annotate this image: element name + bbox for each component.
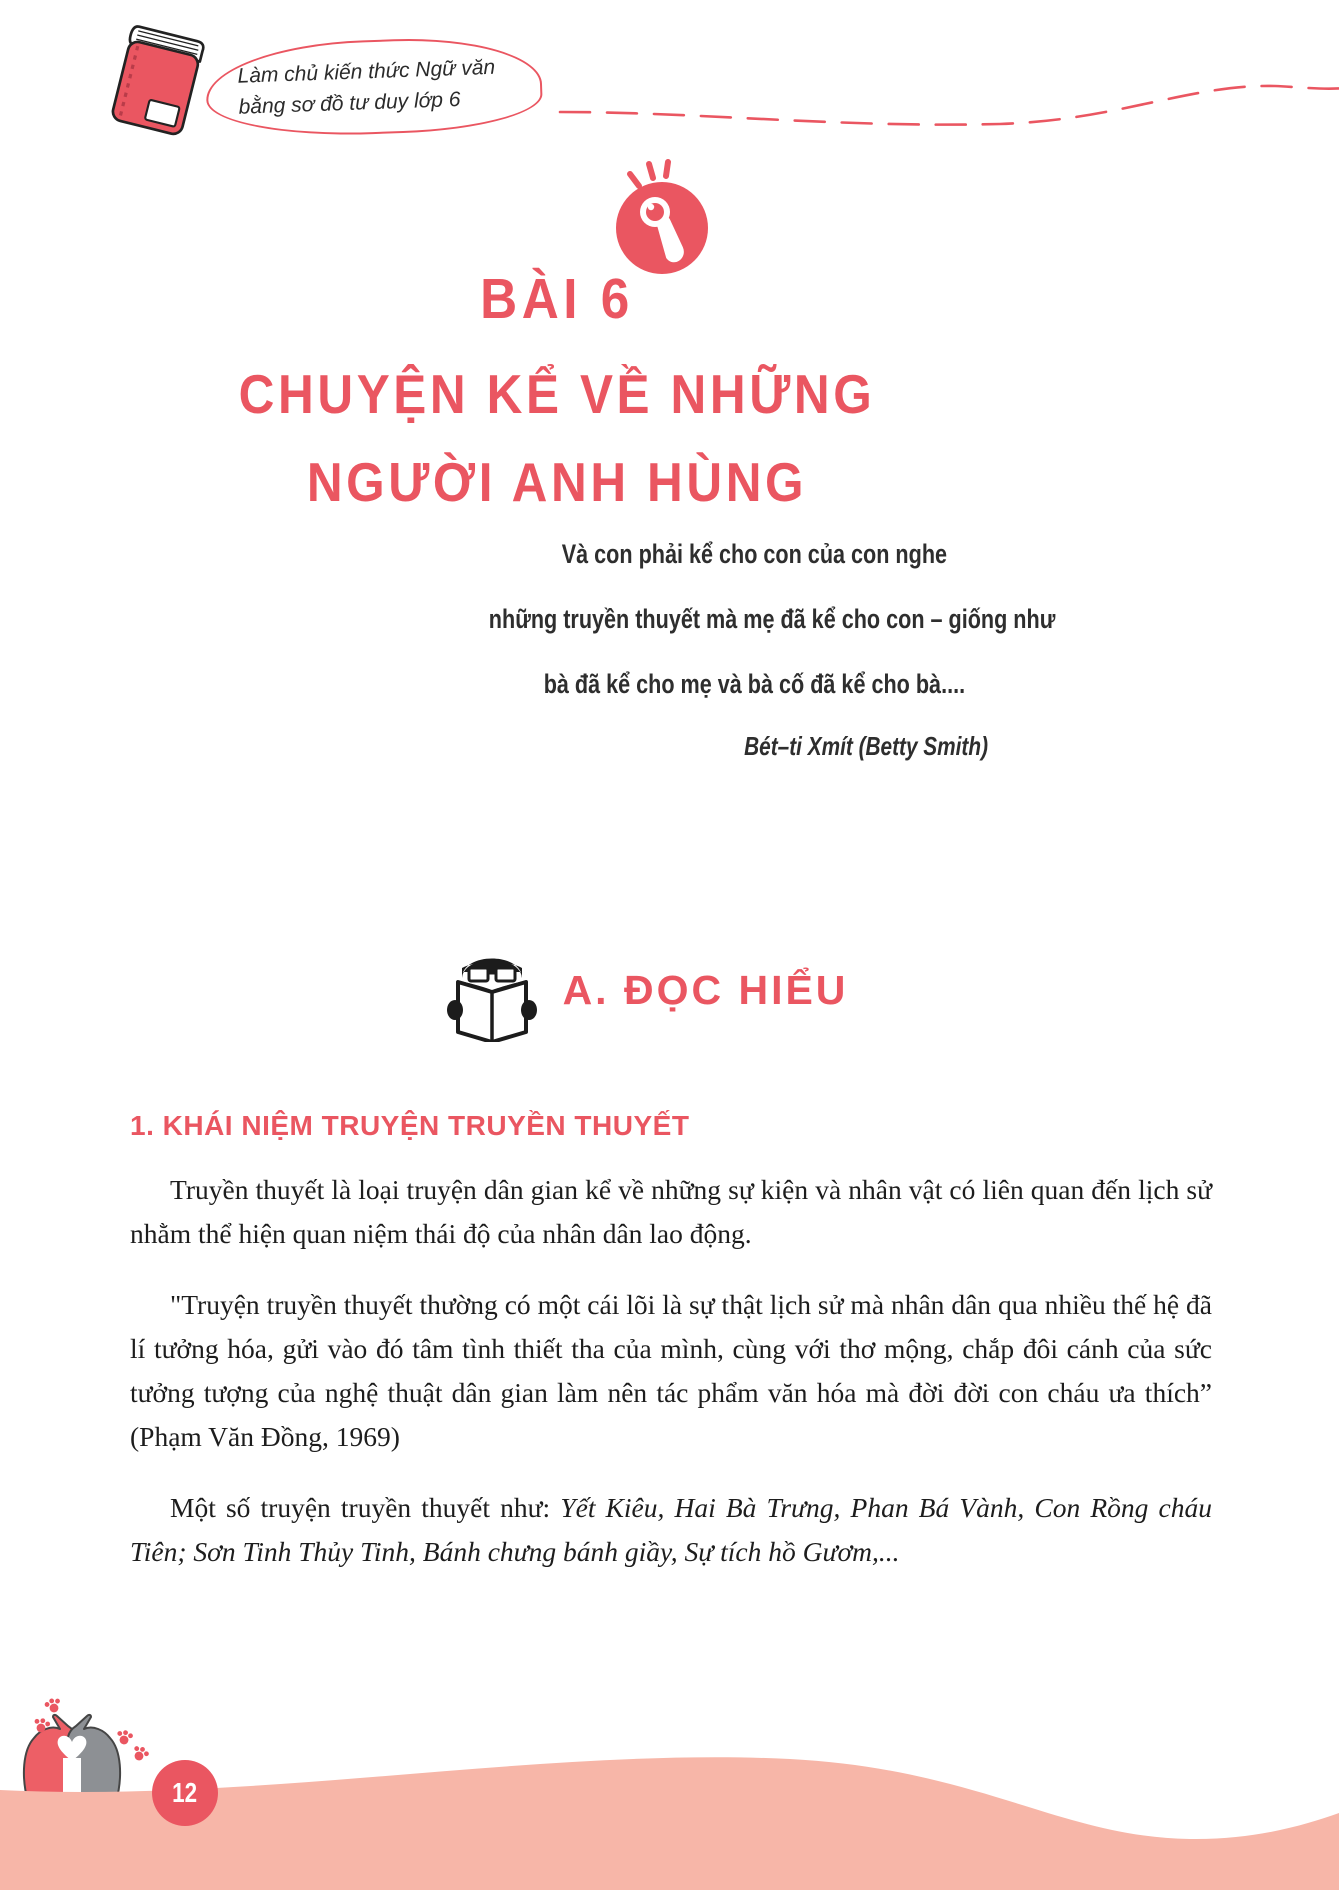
- epigraph-line: bà đã kể cho mẹ và bà cố đã kể cho bà....: [543, 669, 966, 699]
- epigraph: [488, 522, 1056, 767]
- book-icon: [94, 16, 224, 144]
- body-text: [130, 1168, 1212, 1601]
- series-title-line1: Làm chủ kiến thức Ngữ văn: [237, 55, 496, 88]
- lesson-number: BÀI 6: [480, 267, 634, 331]
- epigraph-attribution: Bét–ti Xmít (Betty Smith): [744, 731, 988, 761]
- section-a-title: A. ĐỌC HIỂU: [562, 966, 849, 1013]
- epigraph-line: những truyền thuyết mà mẹ đã kể cho con – giống như: [488, 604, 1056, 634]
- paragraph-examples-intro: Một số truyện truyền thuyết như:: [170, 1492, 561, 1523]
- reading-person-icon: [441, 938, 543, 1042]
- page-number: 12: [172, 1777, 198, 1808]
- paragraph-definition: Truyền thuyết là loại truyện dân gian kể về những sự kiện và nhân vật có liên quan đến lịch sử nhằm thể hiện quan niệm thái độ của nhân dân lao động.: [130, 1174, 1212, 1249]
- section-a-header: [0, 938, 1314, 1042]
- section-1-heading: 1. KHÁI NIỆM TRUYỆN TRUYỀN THUYẾT: [130, 1110, 690, 1141]
- lesson-title: [56, 350, 1059, 526]
- paragraph-examples-titles: Yết Kiêu, Hai Bà Trưng, Phan Bá Vành, Con Rồng cháu Tiên; Sơn Tinh Thủy Tinh, Bánh chưng bánh giầy, Sự tích hồ Gươm,...: [130, 1492, 1212, 1567]
- epigraph-line: Và con phải kể cho con của con nghe: [561, 539, 948, 569]
- lesson-title-line2: NGƯỜI ANH HÙNG: [306, 451, 808, 513]
- page-number-badge: [152, 1760, 218, 1826]
- series-title-line2: bằng sơ đồ tư duy lớp 6: [238, 87, 461, 119]
- series-title-bubble: [204, 34, 543, 140]
- lesson-title-line1: CHUYỆN KỂ VỀ NHỮNG: [238, 363, 876, 425]
- paragraph-examples: [130, 1486, 1212, 1574]
- magnifier-icon: [596, 158, 726, 276]
- paragraph-quote: "Truyện truyền thuyết thường có một cái lõi là sự thật lịch sử mà nhân dân qua nhiều thế hệ đã lí tưởng hóa, gửi vào đó tâm tình thiết tha của mình, cùng với thơ mộng, chắp đôi cánh của sức tưởng tượng của nghệ thuật dân gian làm nên tác phẩm văn hóa mà đời đời con cháu ưa thích” (Phạm Văn Đồng, 1969): [130, 1289, 1212, 1452]
